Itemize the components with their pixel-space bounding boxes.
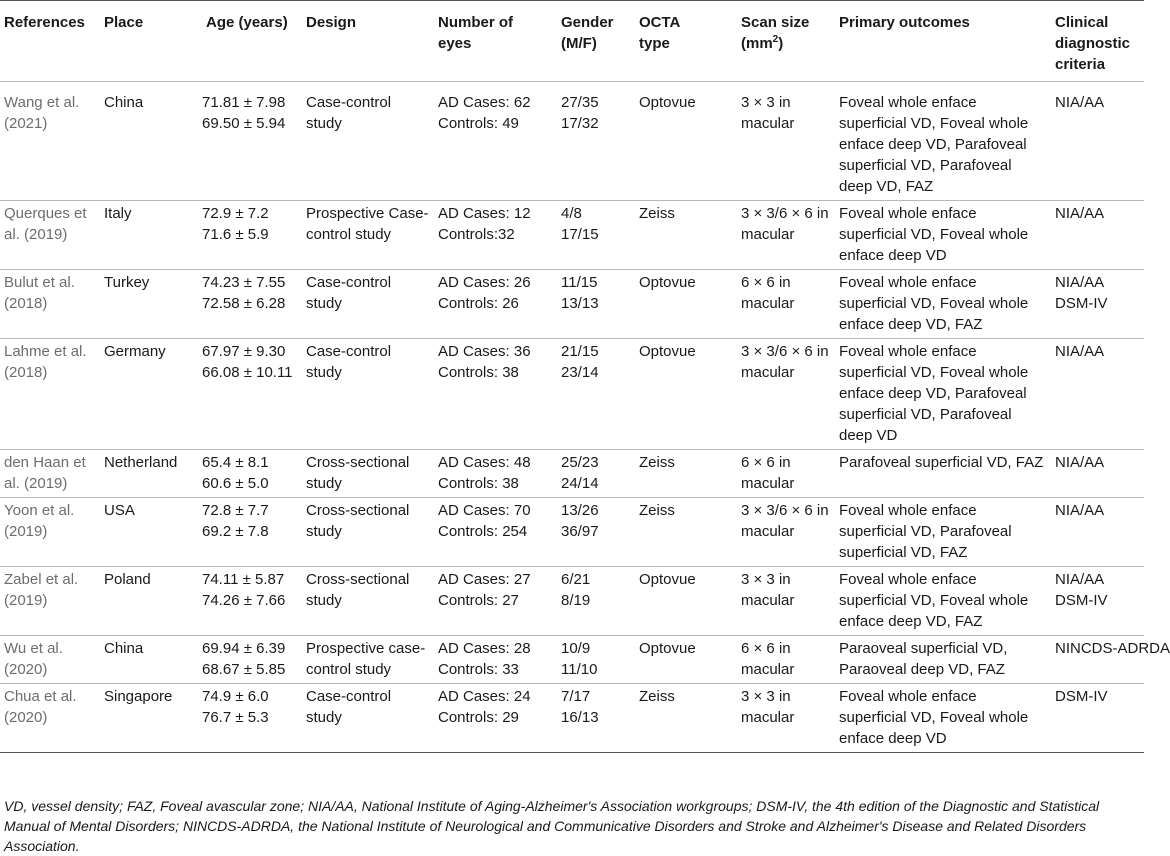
cell-age-line: 60.6 ± 5.0 (202, 475, 269, 492)
cell-gender (557, 684, 635, 753)
cell-eyes-line: Controls: 38 (438, 475, 519, 492)
cell-age-line: 72.9 ± 7.2 (202, 205, 269, 222)
cell-criteria (1051, 450, 1144, 498)
cell-criteria (1051, 636, 1170, 684)
cell-criteria (1051, 270, 1144, 339)
cell-age (188, 567, 302, 636)
cell-octa: Zeiss (639, 454, 675, 471)
header-scan-size-close: ) (778, 35, 784, 52)
cell-place: Poland (104, 571, 151, 588)
cell-eyes (434, 498, 557, 567)
cell-gender-line: 23/14 (561, 364, 599, 381)
cell-age-line: 74.23 ± 7.55 (202, 274, 286, 291)
cell-design: Cross-sectional study (306, 454, 410, 492)
header-row (0, 1, 1144, 82)
cell-outcomes: Foveal whole enface superficial VD, Foveal whole enface deep VD, Parafoveal superficial VD, Parafoveal deep VD (839, 343, 1029, 444)
cell-eyes-line: Controls: 27 (438, 592, 519, 609)
cell-eyes-line: AD Cases: 62 (438, 94, 531, 111)
cell-octa: Zeiss (639, 502, 675, 519)
cell-outcomes: Foveal whole enface superficial VD, Foveal whole enface deep VD (839, 688, 1029, 747)
cell-criteria (1051, 201, 1144, 270)
table-row (0, 82, 1144, 201)
header-design: Design (306, 14, 357, 31)
cell-place: Turkey (104, 274, 150, 291)
cell-references: Wu et al. (2020) (4, 640, 63, 678)
cell-eyes-line: AD Cases: 28 (438, 640, 531, 657)
table-row (0, 567, 1144, 636)
cell-gender-line: 7/17 (561, 688, 591, 705)
cell-gender-line: 4/8 (561, 205, 582, 222)
cell-design: Prospective case-control study (306, 640, 426, 678)
header-place: Place (104, 14, 144, 31)
cell-eyes (434, 270, 557, 339)
cell-age-line: 65.4 ± 8.1 (202, 454, 269, 471)
cell-eyes (434, 450, 557, 498)
cell-gender-line: 8/19 (561, 592, 591, 609)
table-row (0, 201, 1144, 270)
cell-gender-line: 16/13 (561, 709, 599, 726)
header-octa: OCTA type (639, 14, 680, 52)
table-row (0, 270, 1144, 339)
cell-gender-line: 13/13 (561, 295, 599, 312)
cell-gender-line: 6/21 (561, 571, 591, 588)
cell-octa: Optovue (639, 343, 696, 360)
cell-references: Zabel et al. (2019) (4, 571, 79, 609)
cell-gender (557, 636, 635, 684)
cell-outcomes: Foveal whole enface superficial VD, Foveal whole enface deep VD (839, 205, 1029, 264)
cell-age-line: 74.26 ± 7.66 (202, 592, 286, 609)
table-header (0, 1, 1144, 82)
cell-outcomes: Foveal whole enface superficial VD, Foveal whole enface deep VD, Parafoveal superficial VD, Parafoveal deep VD, FAZ (839, 94, 1029, 195)
cell-gender (557, 498, 635, 567)
cell-criteria-line: DSM-IV (1055, 295, 1108, 312)
cell-references: Lahme et al. (2018) (4, 343, 87, 381)
table-row (0, 684, 1144, 753)
cell-place: Netherland (104, 454, 178, 471)
header-eyes: Number of eyes (438, 14, 513, 52)
cell-eyes-line: Controls: 29 (438, 709, 519, 726)
cell-outcomes: Parafoveal superficial VD, FAZ (839, 454, 1044, 471)
table-row (0, 450, 1144, 498)
cell-age-line: 71.6 ± 5.9 (202, 226, 269, 243)
cell-design: Case-control study (306, 343, 392, 381)
cell-eyes-line: AD Cases: 70 (438, 502, 531, 519)
table-row (0, 339, 1144, 450)
cell-references: Wang et al. (2021) (4, 94, 80, 132)
header-gender: Gender (M/F) (561, 14, 614, 52)
cell-gender-line: 10/9 (561, 640, 591, 657)
cell-age (188, 82, 302, 201)
cell-age (188, 684, 302, 753)
cell-design: Case-control study (306, 274, 392, 312)
cell-eyes-line: AD Cases: 48 (438, 454, 531, 471)
cell-gender-line: 27/35 (561, 94, 599, 111)
cell-criteria-line: NIA/AA (1055, 274, 1105, 291)
cell-octa: Optovue (639, 571, 696, 588)
header-scan-size-superscript: 2 (772, 34, 779, 45)
cell-eyes-line: Controls: 33 (438, 661, 519, 678)
cell-gender-line: 21/15 (561, 343, 599, 360)
cell-place: USA (104, 502, 135, 519)
cell-eyes (434, 339, 557, 450)
cell-gender (557, 339, 635, 450)
cell-gender (557, 450, 635, 498)
cell-eyes-line: AD Cases: 12 (438, 205, 531, 222)
cell-place: China (104, 94, 144, 111)
cell-scan-size: 3 × 3/6 × 6 in macular (741, 502, 829, 540)
header-outcomes: Primary outcomes (839, 14, 970, 31)
cell-age (188, 270, 302, 339)
cell-eyes-line: AD Cases: 26 (438, 274, 531, 291)
cell-references: Bulut et al. (2018) (4, 274, 75, 312)
cell-octa: Zeiss (639, 688, 675, 705)
cell-age-line: 69.94 ± 6.39 (202, 640, 286, 657)
cell-age-line: 72.58 ± 6.28 (202, 295, 286, 312)
cell-gender-line: 17/32 (561, 115, 599, 132)
cell-gender-line: 36/97 (561, 523, 599, 540)
cell-criteria-line: DSM-IV (1055, 592, 1108, 609)
cell-age-line: 69.2 ± 7.8 (202, 523, 269, 540)
cell-eyes (434, 684, 557, 753)
cell-gender-line: 13/26 (561, 502, 599, 519)
header-references: References (4, 14, 85, 31)
cell-references: Chua et al. (2020) (4, 688, 77, 726)
cell-criteria (1051, 339, 1144, 450)
cell-criteria-line: NIA/AA (1055, 343, 1105, 360)
cell-criteria-line: NIA/AA (1055, 94, 1105, 111)
cell-age (188, 339, 302, 450)
cell-criteria (1051, 684, 1144, 753)
cell-design: Cross-sectional study (306, 502, 410, 540)
cell-eyes-line: AD Cases: 27 (438, 571, 531, 588)
cell-age-line: 72.8 ± 7.7 (202, 502, 269, 519)
cell-octa: Optovue (639, 640, 696, 657)
cell-scan-size: 6 × 6 in macular (741, 274, 795, 312)
cell-octa: Zeiss (639, 205, 675, 222)
cell-eyes-line: AD Cases: 36 (438, 343, 531, 360)
cell-criteria (1051, 82, 1144, 201)
cell-gender-line: 17/15 (561, 226, 599, 243)
cell-outcomes: Foveal whole enface superficial VD, Foveal whole enface deep VD, FAZ (839, 274, 1029, 333)
cell-criteria (1051, 567, 1144, 636)
cell-references: Querques et al. (2019) (4, 205, 87, 243)
cell-age-line: 69.50 ± 5.94 (202, 115, 286, 132)
cell-scan-size: 6 × 6 in macular (741, 454, 795, 492)
cell-age-line: 74.9 ± 6.0 (202, 688, 269, 705)
cell-place: Italy (104, 205, 132, 222)
header-criteria: Clinical diagnostic criteria (1055, 14, 1131, 73)
cell-place: China (104, 640, 144, 657)
cell-outcomes: Paraoveal superficial VD, Paraoveal deep VD, FAZ (839, 640, 1008, 678)
cell-criteria (1051, 498, 1144, 567)
cell-scan-size: 3 × 3 in macular (741, 94, 795, 132)
cell-criteria-line: NIA/AA (1055, 454, 1105, 471)
header-age: Age (years) (206, 14, 288, 31)
cell-eyes-line: Controls: 49 (438, 115, 519, 132)
cell-gender (557, 270, 635, 339)
cell-octa: Optovue (639, 274, 696, 291)
cell-criteria-line: NIA/AA (1055, 502, 1105, 519)
cell-design: Case-control study (306, 688, 392, 726)
cell-gender-line: 25/23 (561, 454, 599, 471)
cell-eyes-line: Controls: 254 (438, 523, 528, 540)
cell-criteria-line: NIA/AA (1055, 571, 1105, 588)
cell-age-line: 71.81 ± 7.98 (202, 94, 286, 111)
cell-gender-line: 11/10 (561, 661, 598, 678)
cell-eyes-line: Controls:32 (438, 226, 515, 243)
table-body (0, 82, 1170, 753)
cell-age-line: 74.11 ± 5.87 (202, 571, 285, 588)
cell-eyes-line: AD Cases: 24 (438, 688, 531, 705)
cell-references: Yoon et al. (2019) (4, 502, 75, 540)
cell-octa: Optovue (639, 94, 696, 111)
cell-eyes (434, 201, 557, 270)
cell-criteria-line: NINCDS-ADRDA (1055, 640, 1170, 657)
cell-age-line: 76.7 ± 5.3 (202, 709, 269, 726)
cell-eyes-line: Controls: 38 (438, 364, 519, 381)
cell-eyes (434, 567, 557, 636)
cell-age (188, 450, 302, 498)
header-scan-size-text: Scan size (mm (741, 14, 810, 52)
cell-design: Cross-sectional study (306, 571, 410, 609)
cell-age-line: 68.67 ± 5.85 (202, 661, 286, 678)
cell-references: den Haan et al. (2019) (4, 454, 86, 492)
cell-eyes (434, 82, 557, 201)
cell-scan-size: 3 × 3 in macular (741, 571, 795, 609)
cell-design: Prospective Case-control study (306, 205, 429, 243)
cell-age (188, 201, 302, 270)
cell-place: Germany (104, 343, 166, 360)
table-footnote: VD, vessel density; FAZ, Foveal avascular zone; NIA/AA, National Institute of Aging-Alzheimer's Association workgroups; DSM-IV, the 4th edition of the Diagnostic and Statistical Manual of Mental Disorders; NINCDS-ADRDA, the National Institute of Neurological and Communicative Disorders and Stroke and Alzheimer's Disease and Related Disorders Association. (4, 798, 1100, 854)
cell-criteria-line: NIA/AA (1055, 205, 1105, 222)
cell-gender-line: 24/14 (561, 475, 599, 492)
cell-gender (557, 201, 635, 270)
cell-eyes (434, 636, 557, 684)
cell-scan-size: 3 × 3/6 × 6 in macular (741, 343, 829, 381)
cell-age-line: 67.97 ± 9.30 (202, 343, 286, 360)
cell-criteria-line: DSM-IV (1055, 688, 1108, 705)
table-row (0, 636, 1144, 684)
cell-gender-line: 11/15 (561, 274, 598, 291)
cell-place: Singapore (104, 688, 173, 705)
cell-design: Case-control study (306, 94, 392, 132)
cell-age (188, 498, 302, 567)
table-row (0, 498, 1144, 567)
cell-outcomes: Foveal whole enface superficial VD, Foveal whole enface deep VD, FAZ (839, 571, 1029, 630)
cell-gender (557, 82, 635, 201)
cell-age-line: 66.08 ± 10.11 (202, 364, 293, 381)
cell-outcomes: Foveal whole enface superficial VD, Parafoveal superficial VD, FAZ (839, 502, 1012, 561)
cell-eyes-line: Controls: 26 (438, 295, 519, 312)
cell-age (188, 636, 302, 684)
cell-scan-size: 6 × 6 in macular (741, 640, 795, 678)
cell-scan-size: 3 × 3/6 × 6 in macular (741, 205, 829, 243)
header-scan-size (737, 1, 835, 82)
cell-gender (557, 567, 635, 636)
cell-scan-size: 3 × 3 in macular (741, 688, 795, 726)
